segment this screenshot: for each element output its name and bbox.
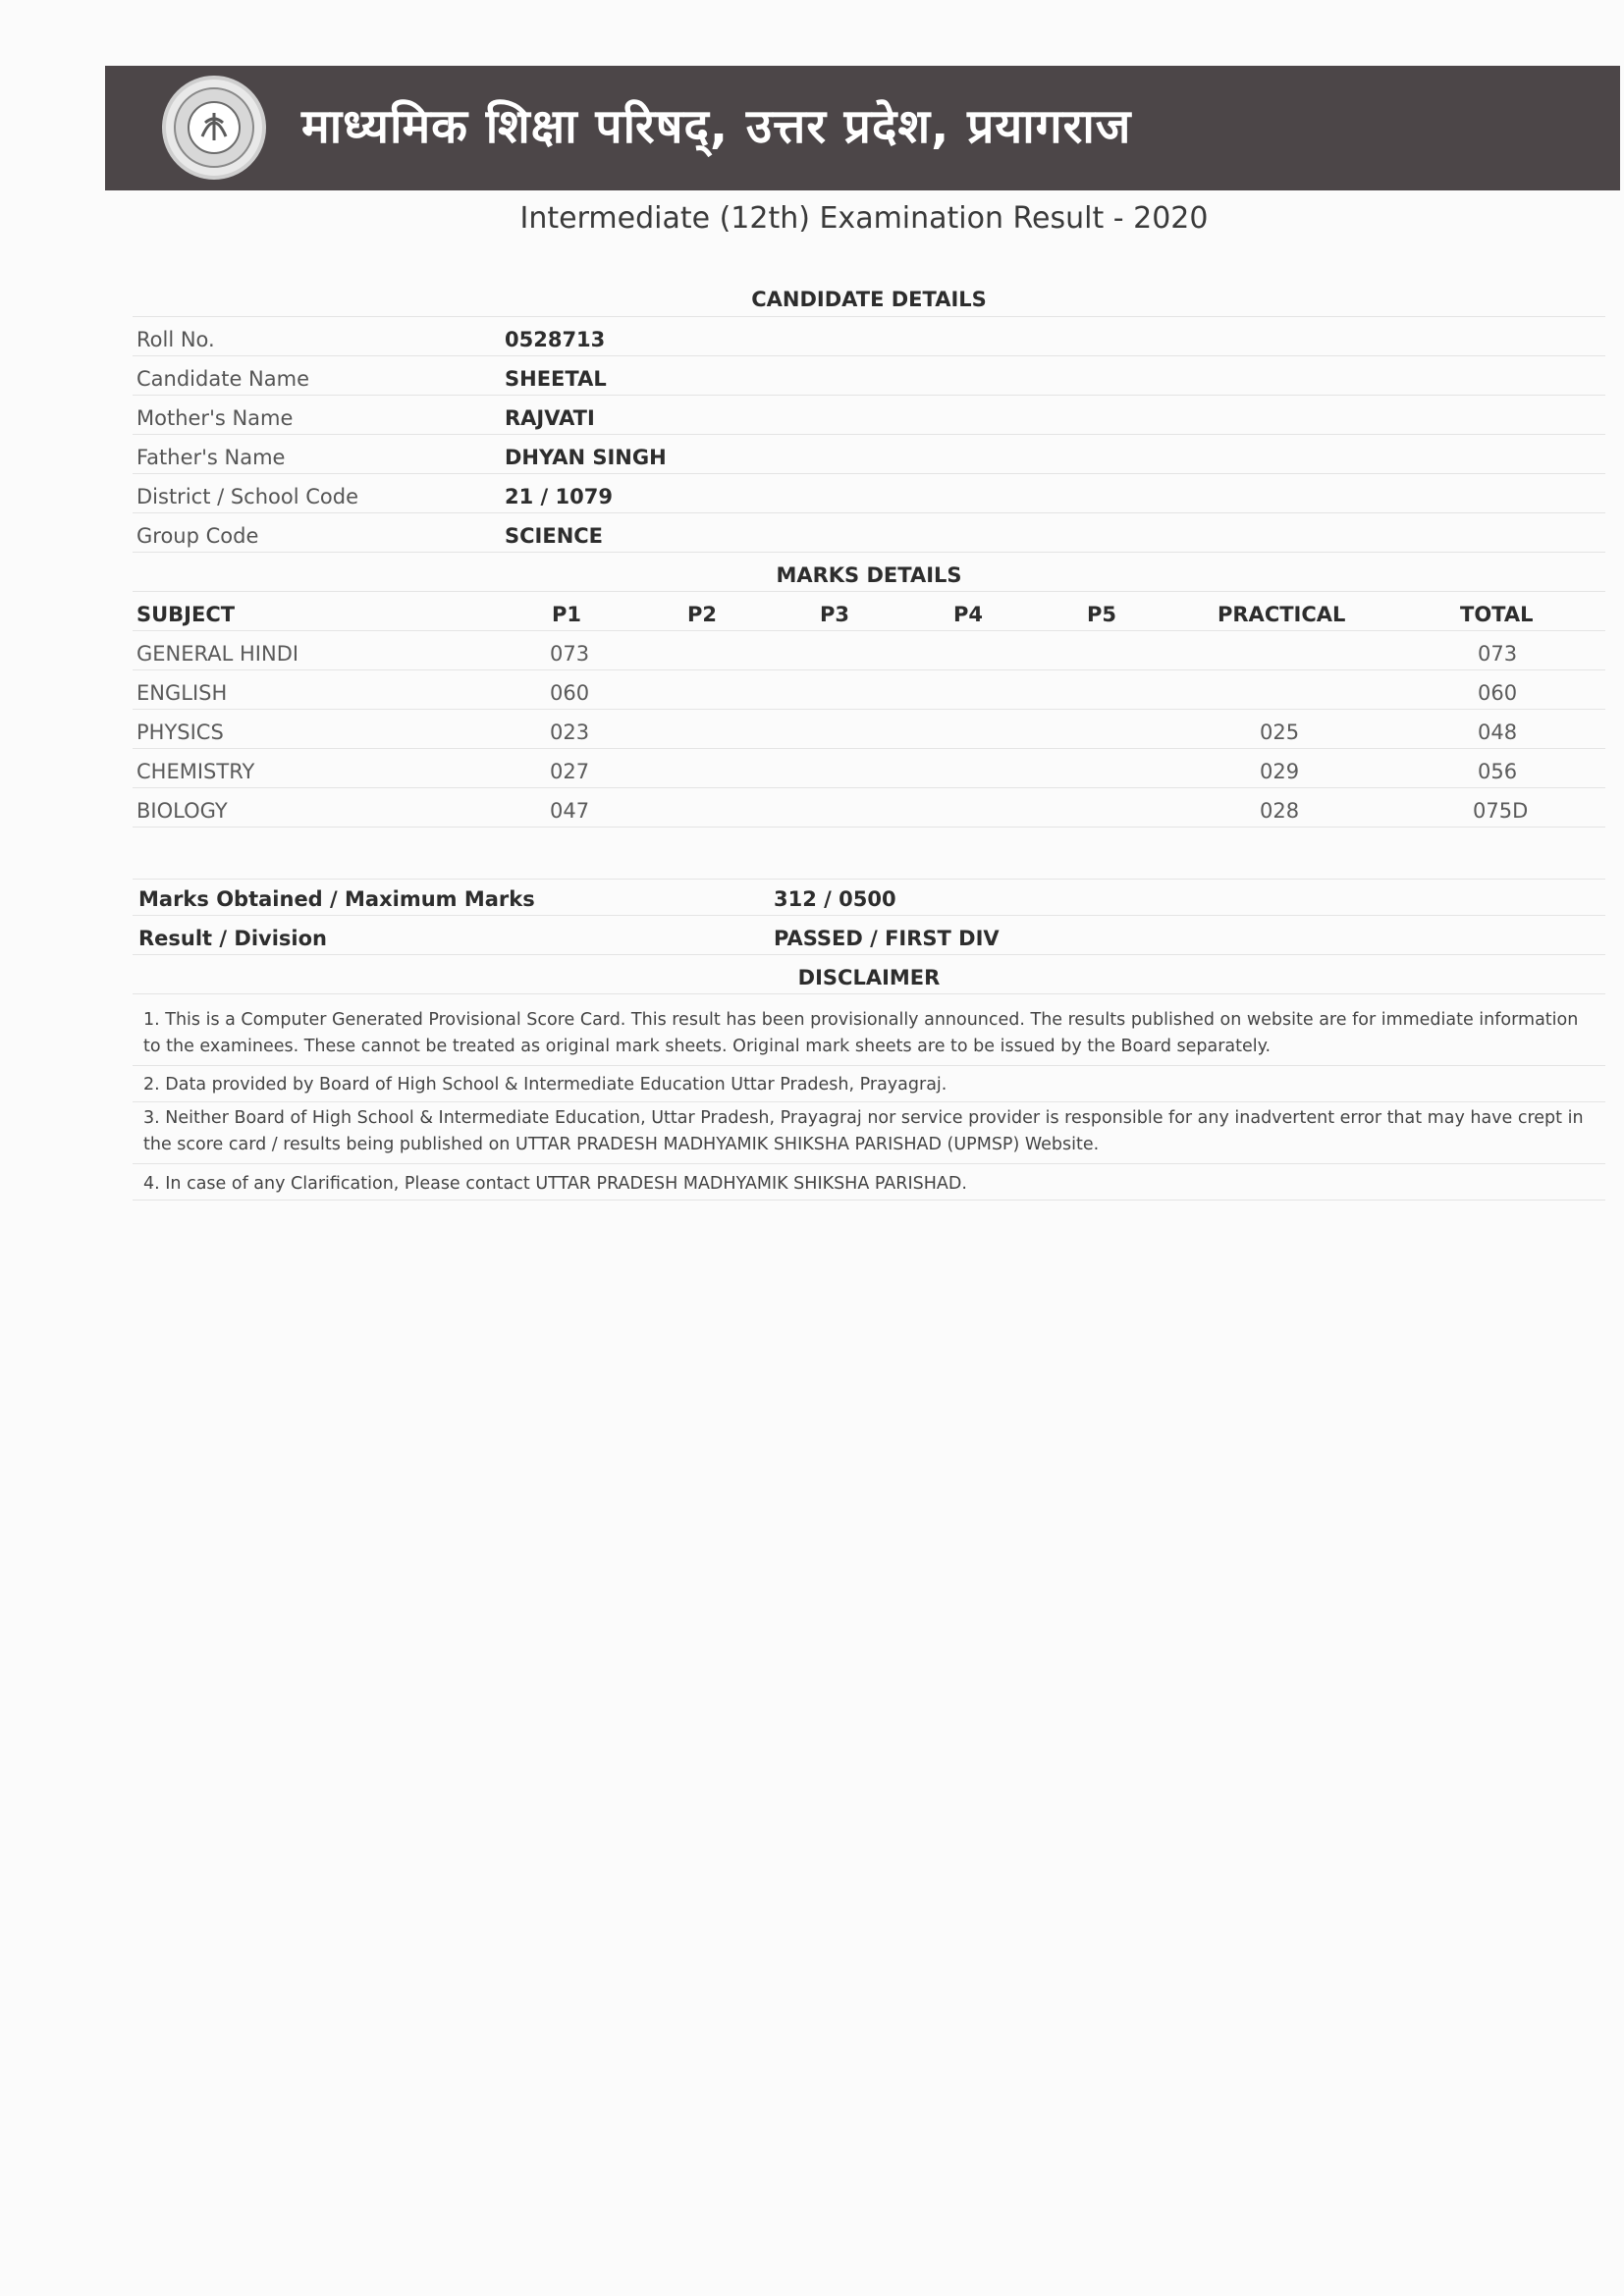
divider xyxy=(133,748,1605,749)
col-header-subject: SUBJECT xyxy=(136,603,236,626)
total-cell: 073 xyxy=(1478,642,1518,666)
divider xyxy=(133,915,1605,916)
divider xyxy=(133,355,1605,356)
district-school-code-label: District / School Code xyxy=(136,485,359,508)
col-header-p3: P3 xyxy=(820,603,850,626)
practical-cell: 028 xyxy=(1260,799,1300,823)
p1-cell: 060 xyxy=(550,681,590,705)
divider xyxy=(133,669,1605,670)
divider xyxy=(133,316,1605,317)
header-bar xyxy=(105,66,1620,190)
subject-cell: CHEMISTRY xyxy=(136,760,255,783)
candidate-name-label: Candidate Name xyxy=(136,367,309,391)
col-header-practical: PRACTICAL xyxy=(1218,603,1346,626)
mother-name-label: Mother's Name xyxy=(136,406,294,430)
mother-name-value: RAJVATI xyxy=(505,406,595,430)
group-code-label: Group Code xyxy=(136,524,259,548)
marks-details-heading: MARKS DETAILS xyxy=(776,563,962,587)
candidate-details-heading: CANDIDATE DETAILS xyxy=(751,288,987,311)
subject-cell: GENERAL HINDI xyxy=(136,642,299,666)
divider xyxy=(133,1200,1605,1201)
col-header-p1: P1 xyxy=(552,603,582,626)
divider xyxy=(133,993,1605,994)
divider xyxy=(133,709,1605,710)
divider xyxy=(133,395,1605,396)
divider xyxy=(133,1065,1605,1066)
total-cell: 060 xyxy=(1478,681,1518,705)
father-name-label: Father's Name xyxy=(136,446,286,469)
disclaimer-item: 3. Neither Board of High School & Intermediate Education, Uttar Pradesh, Prayagraj nor service provider is responsible for any inadvertent error that may have crept in the score card / results being published on UTTAR PRADESH MADHYAMIK SHIKSHA PARISHAD (UPMSP) Website. xyxy=(143,1108,1584,1154)
col-header-total: TOTAL xyxy=(1460,603,1534,626)
marks-obtained-label: Marks Obtained / Maximum Marks xyxy=(138,887,535,911)
divider xyxy=(133,1163,1605,1164)
divider xyxy=(133,1101,1605,1102)
divider xyxy=(133,630,1605,631)
subject-cell: BIOLOGY xyxy=(136,799,228,823)
disclaimer-item: 2. Data provided by Board of High School & Intermediate Education Uttar Pradesh, Prayagraj. xyxy=(143,1075,947,1095)
p1-cell: 023 xyxy=(550,721,590,744)
disclaimer-item: 4. In case of any Clarification, Please contact UTTAR PRADESH MADHYAMIK SHIKSHA PARISHAD. xyxy=(143,1174,967,1194)
board-title: माध्यमिक शिक्षा परिषद्, उत्तर प्रदेश, प्रयागराज xyxy=(301,99,1132,154)
col-header-p5: P5 xyxy=(1087,603,1117,626)
divider xyxy=(133,879,1605,880)
practical-cell: 029 xyxy=(1260,760,1300,783)
divider xyxy=(133,473,1605,474)
total-cell: 075D xyxy=(1473,799,1529,823)
roll-no-label: Roll No. xyxy=(136,328,215,351)
divider xyxy=(133,512,1605,513)
divider xyxy=(133,787,1605,788)
divider xyxy=(133,591,1605,592)
total-cell: 048 xyxy=(1478,721,1518,744)
subject-cell: ENGLISH xyxy=(136,681,228,705)
divider xyxy=(133,552,1605,553)
candidate-name-value: SHEETAL xyxy=(505,367,607,391)
total-cell: 056 xyxy=(1478,760,1518,783)
divider xyxy=(133,434,1605,435)
group-code-value: SCIENCE xyxy=(505,524,604,548)
disclaimer-heading: DISCLAIMER xyxy=(797,966,941,989)
district-school-code-value: 21 / 1079 xyxy=(505,485,613,508)
divider xyxy=(133,827,1605,828)
col-header-p2: P2 xyxy=(687,603,718,626)
marks-obtained-value: 312 / 0500 xyxy=(774,887,896,911)
roll-no-value: 0528713 xyxy=(505,328,606,351)
p1-cell: 027 xyxy=(550,760,590,783)
p1-cell: 073 xyxy=(550,642,590,666)
subject-cell: PHYSICS xyxy=(136,721,224,744)
exam-title: Intermediate (12th) Examination Result - 2020 xyxy=(519,201,1209,236)
board-emblem-icon xyxy=(162,76,266,180)
result-division-value: PASSED / FIRST DIV xyxy=(774,927,1000,950)
col-header-p4: P4 xyxy=(953,603,984,626)
result-division-label: Result / Division xyxy=(138,927,327,950)
p1-cell: 047 xyxy=(550,799,590,823)
father-name-value: DHYAN SINGH xyxy=(505,446,667,469)
divider xyxy=(133,954,1605,955)
disclaimer-item: 1. This is a Computer Generated Provisional Score Card. This result has been provisionally announced. The results published on website are for immediate information to the examinees. These cannot be treated as original mark sheets. Original mark sheets are to be issued by the Board separately. xyxy=(143,1010,1579,1056)
practical-cell: 025 xyxy=(1260,721,1300,744)
